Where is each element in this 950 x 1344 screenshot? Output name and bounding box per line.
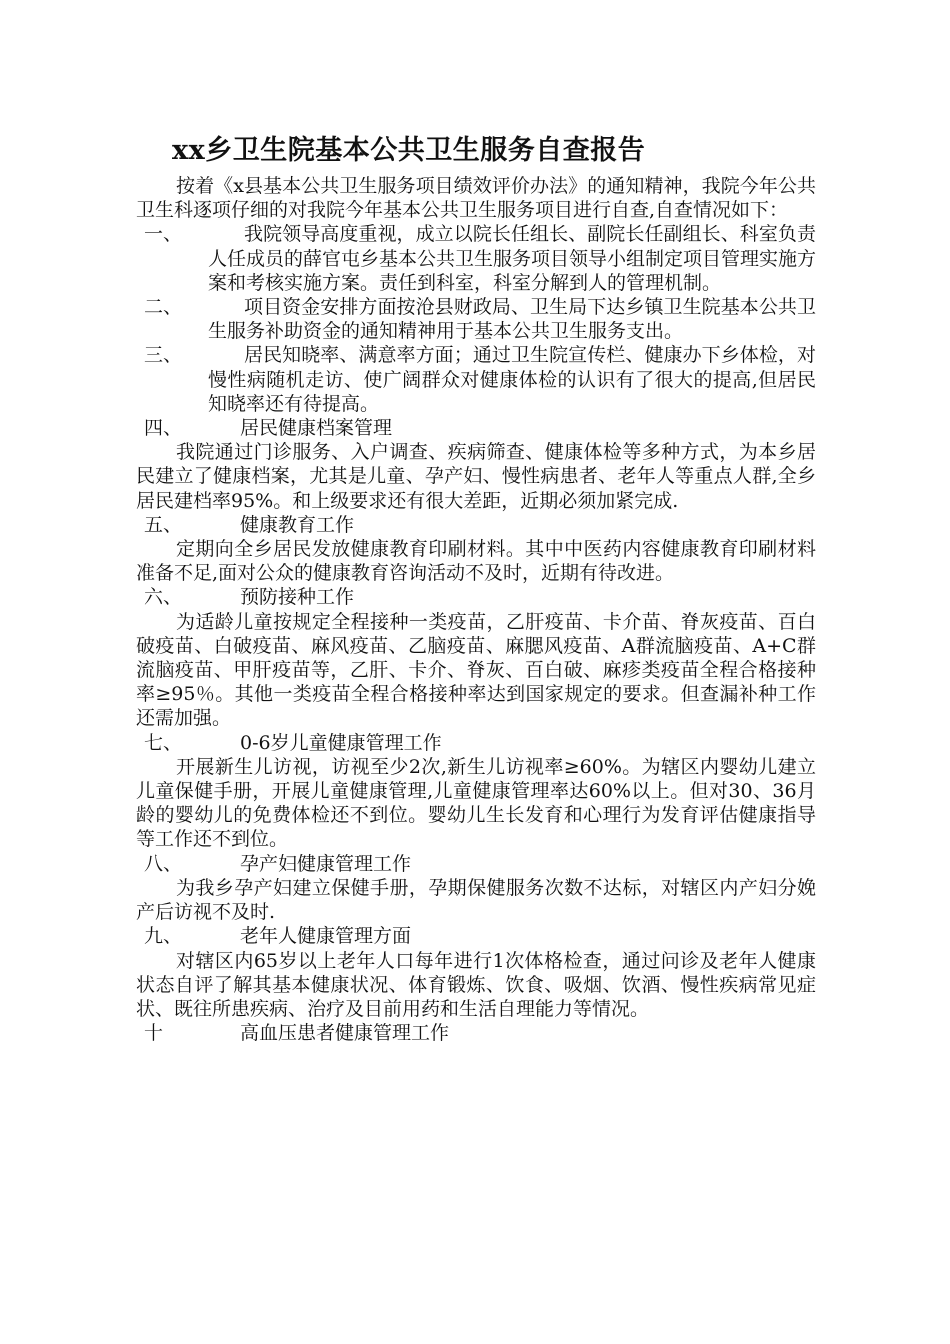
section-3 bbox=[136, 343, 816, 416]
section-heading: 老年人健康管理方面 bbox=[240, 925, 412, 948]
section-4-heading bbox=[136, 416, 816, 440]
section-1 bbox=[136, 222, 816, 295]
section-5-heading bbox=[136, 513, 816, 537]
document-title: xx乡卫生院基本公共卫生服务自查报告 bbox=[172, 135, 646, 166]
section-heading: 健康教育工作 bbox=[240, 513, 355, 536]
section-number: 三、 bbox=[144, 344, 183, 367]
section-8-text: 为我乡孕产妇建立保健手册，孕期保健服务次数不达标，对辖区内产妇分娩产后访视不及时. bbox=[136, 876, 816, 924]
section-text: 我院领导高度重视，成立以院长任组长、副院长任副组长、科室负责人任成员的薛官屯乡基本公共卫生服务项目领导小组制定项目管理实施方案和考核实施方案。责任到科室，科室分解到人的管理机制。 bbox=[208, 223, 817, 294]
section-4-text: 我院通过门诊服务、入户调查、疾病筛查、健康体检等多种方式，为本乡居民建立了健康档案，尤其是儿童、孕产妇、慢性病患者、老年人等重点人群,全乡居民建档率95%。和上级要求还有很大差距，近期必须加紧完成. bbox=[136, 441, 816, 512]
section-5-text: 定期向全乡居民发放健康教育印刷材料。其中中医药内容健康教育印刷材料准备不足,面对公众的健康教育咨询活动不及时，近期有待改进。 bbox=[136, 538, 816, 585]
section-6-heading bbox=[136, 585, 816, 609]
section-number: 一、 bbox=[144, 223, 183, 246]
section-number: 五、 bbox=[144, 513, 183, 536]
section-heading: 0-6岁儿童健康管理工作 bbox=[240, 731, 442, 754]
section-number: 九、 bbox=[144, 925, 183, 948]
section-number: 六、 bbox=[144, 586, 183, 609]
section-text: 项目资金安排方面按沧县财政局、卫生局下达乡镇卫生院基本公共卫生服务补助资金的通知精神用于基本公共卫生服务支出。 bbox=[208, 296, 816, 343]
section-8-heading bbox=[136, 852, 816, 876]
section-number: 十 bbox=[144, 1022, 164, 1045]
section-9-heading bbox=[136, 924, 816, 948]
section-number: 七、 bbox=[144, 731, 183, 754]
document-body bbox=[136, 174, 816, 1045]
section-7-text: 开展新生儿访视，访视至少2次,新生儿访视率≥60%。为辖区内婴幼儿建立儿童保健手册，开展儿童健康管理,儿童健康管理率达60%以上。但对30、36月龄的婴幼儿的免费体检还不到位。婴幼儿生长发育和心理行为发育评估健康指导等工作还不到位。 bbox=[136, 755, 816, 851]
section-2 bbox=[136, 295, 816, 343]
section-heading: 预防接种工作 bbox=[240, 586, 355, 609]
section-heading: 高血压患者健康管理工作 bbox=[240, 1022, 450, 1045]
section-text: 居民知晓率、满意率方面；通过卫生院宣传栏、健康办下乡体检，对慢性病随机走访、使广阔群众对健康体检的认识有了很大的提高,但居民知晓率还有待提高。 bbox=[208, 344, 816, 415]
section-number: 二、 bbox=[144, 296, 183, 319]
section-number: 八、 bbox=[144, 852, 183, 875]
intro-paragraph: 按着《x县基本公共卫生服务项目绩效评价办法》的通知精神，我院今年公共卫生科逐项仔细的对我院今年基本公共卫生服务项目进行自查,自查情况如下： bbox=[136, 175, 816, 222]
section-7-heading bbox=[136, 731, 816, 755]
section-number: 四、 bbox=[144, 417, 183, 440]
section-10-heading bbox=[136, 1021, 816, 1045]
section-heading: 孕产妇健康管理工作 bbox=[240, 852, 412, 875]
section-heading: 居民健康档案管理 bbox=[240, 417, 393, 440]
section-6-text: 为适龄儿童按规定全程接种一类疫苗，乙肝疫苗、卡介苗、脊灰疫苗、百白破疫苗、白破疫苗、麻风疫苗、乙脑疫苗、麻腮风疫苗、A群流脑疫苗、A+C群流脑疫苗、甲肝疫苗等，乙肝、卡介、脊灰、百白破、麻疹类疫苗全程合格接种率≥95％。其他一类疫苗全程合格接种率达到国家规定的要求。但查漏补种工作还需加强。 bbox=[136, 610, 816, 730]
section-9-text: 对辖区内65岁以上老年人口每年进行1次体格检查，通过问诊及老年人健康状态自评了解其基本健康状况、体育锻炼、饮食、吸烟、饮酒、慢性疾病常见症状、既往所患疾病、治疗及目前用药和生活自理能力等情况。 bbox=[136, 949, 816, 1020]
